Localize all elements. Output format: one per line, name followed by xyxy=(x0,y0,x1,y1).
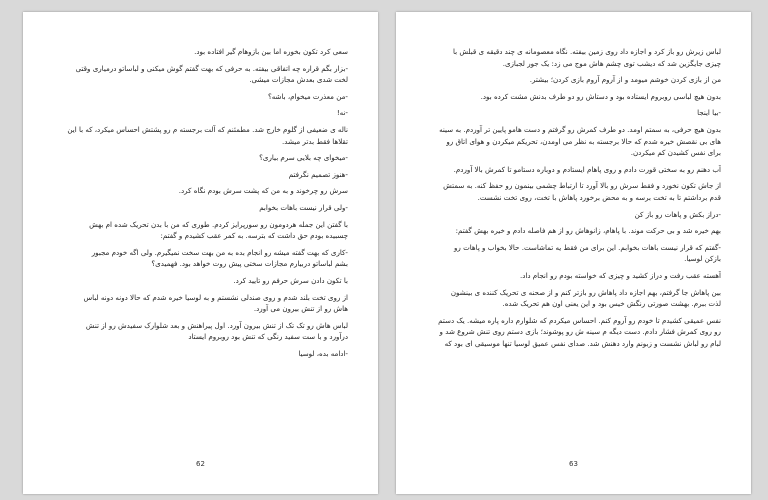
text-line: رو روی کمرش فشار دادم. دست دیگه م سینه ش رو پوشوند؛ بازی دستم روی تنش شروع شد و xyxy=(439,327,721,337)
paragraph xyxy=(424,46,721,69)
paragraph xyxy=(51,124,348,147)
text-line: لباس هاش رو تک تک از تنش بیرون آورد. اول پیراهنش و بعد شلوارک سفیدش رو از تنش xyxy=(85,320,348,330)
text-line: من از بازی کردن خوشم میومد و از آروم آروم بازی کردن؛ بیشتر. xyxy=(529,75,721,85)
paragraph xyxy=(424,225,721,237)
paragraph xyxy=(424,242,721,265)
text-line: آهسته عقب رفت و دراز کشید و چیزی که خواسته بودم رو انجام داد. xyxy=(519,270,721,280)
text-line: بهم خیره شد و بی حرکت موند. با پاهام، زانوهاش رو از هم فاصله دادم و خیره بهش گفتم: xyxy=(455,226,721,236)
page-text xyxy=(51,46,348,359)
text-line: تقلاها فقط بدتر میشد. xyxy=(281,136,348,146)
text-line: با گفتن این جمله هردومون رو سورپرایز کردم. طوری که من با بدن تحریک شده ام بهش xyxy=(89,219,348,229)
text-line: لباس زیرش رو باز کرد و اجازه داد روی زمین بیفته. نگاه معصومانه ی چند دقیقه ی قبلش با xyxy=(452,47,721,56)
text-line: -نه! xyxy=(336,108,348,118)
page-number: 63 xyxy=(569,460,578,468)
document-page-right xyxy=(396,12,751,494)
text-line: بدون هیچ حرفی، به سمتم اومد. دو طرف کمرش رو گرفتم و دست هامو پایین تر آوردم. به سینه xyxy=(439,124,721,134)
text-line: ناله ی ضعیفی از گلوم خارج شد. مطمئنم که آلت برجسته م رو پشتش احساس میکرد، که با این xyxy=(67,124,348,134)
text-line: درآورد و با ست سفید رنگی که تنش بود روبروم ایستاد xyxy=(188,332,348,342)
paragraph xyxy=(51,320,348,343)
text-line: -دراز بکش و پاهات رو باز کن xyxy=(634,209,721,219)
paragraph xyxy=(51,91,348,103)
text-line: لخت شدی بعدش مجازات میشی. xyxy=(249,75,348,85)
text-line: آب دهنم رو به سختی قورت دادم و روی پاهام ایستادم و دوباره دستامو تا کمرش بالا آوردم. xyxy=(453,164,721,174)
paragraph xyxy=(424,91,721,103)
text-line: چسبیده بودم حق داشت که بترسه. به کمر عقب کشیدم و گفتم: xyxy=(160,231,348,241)
text-line: از جاش تکون نخورد و فقط سرش رو بالا آورد تا ارتباط چشمی بینمون رو حفظ کنه. به سمتش xyxy=(443,181,721,191)
paragraph xyxy=(51,275,348,287)
paragraph xyxy=(51,152,348,164)
text-line: سرش رو چرخوند و به من که پشت سرش بودم نگاه کرد. xyxy=(178,186,348,196)
text-line: با تکون دادن سرش حرفم رو تایید کرد. xyxy=(233,275,348,285)
page-text xyxy=(424,46,721,349)
paragraph xyxy=(51,348,348,360)
text-line: لذت ببرم. بهشت صورتی رنگش خیس بود و این یعنی اون هم تحریک شده. xyxy=(502,299,721,309)
text-line: سعی کرد تکون بخوره اما بین بازوهام گیر افتاده بود. xyxy=(194,47,348,56)
paragraph xyxy=(424,180,721,203)
text-line: چیزی جایگزین شد که دیشب توی چشم هاش موج می زد: یک جور لجبازی. xyxy=(502,58,721,68)
text-line: -بیا اینجا xyxy=(697,108,721,118)
document-page-left xyxy=(23,12,378,494)
paragraph xyxy=(424,124,721,159)
text-line: برای نفس کشیدن کم میکردن. xyxy=(630,148,721,158)
paragraph xyxy=(424,270,721,282)
text-line: -من معذرت میخوام، باشه؟ xyxy=(267,91,348,101)
paragraph xyxy=(51,292,348,315)
paragraph xyxy=(424,74,721,86)
text-line: بشم لباساتو دربیارم مجازات سختی پیش روت خواهد بود. فهمیدی؟ xyxy=(151,259,348,269)
paragraph xyxy=(51,219,348,242)
paragraph xyxy=(424,107,721,119)
paragraph xyxy=(51,247,348,270)
text-line: -ولی قرار نیست باهات بخوابم xyxy=(259,202,348,212)
text-line: لبام رو لباش نشست و زبونم وارد دهنش شد. صدای نفس عمیق لوسیا تنها موسیقی ای بود که xyxy=(444,338,721,348)
text-line: -هنوز تصمیم نگرفتم xyxy=(288,169,348,179)
text-line: بین پاهاش جا گرفتم، بهم اجازه داد پاهاش رو بازتر کنم و از صحنه ی تحریک کننده ی بینشون xyxy=(450,287,721,297)
text-line: های بی نقصش خیره شدم که حالا برجسته به نظر می اومدن، تحریکم میکردن و هوای اتاق رو xyxy=(446,136,721,146)
text-line: قدم برداشتم تا به تخت برسه و به محض برخورد پاهاش با تخت، روی تخت نشست. xyxy=(477,192,721,202)
paragraph xyxy=(51,185,348,197)
paragraph xyxy=(51,202,348,214)
text-line: بازکن لوسیا. xyxy=(684,254,721,264)
paragraph xyxy=(424,287,721,310)
paragraph xyxy=(424,209,721,221)
paragraph xyxy=(424,315,721,350)
paragraph xyxy=(51,107,348,119)
page-number: 62 xyxy=(196,460,205,468)
paragraph xyxy=(424,164,721,176)
text-line: -بزار بگم قراره چه اتفاقی بیفته. به حرفی که بهت گفتم گوش میکنی و لباساتو درمیاری وقتی xyxy=(75,63,348,73)
paragraph xyxy=(51,169,348,181)
text-line: -میخوای چه بلایی سرم بیاری؟ xyxy=(259,153,348,163)
paragraph xyxy=(51,46,348,58)
text-line: -گفتم که قرار نیست باهات بخوابم. این برای من فقط یه تماشاست. حالا بخواب و پاهات رو xyxy=(453,242,721,252)
paragraph xyxy=(51,63,348,86)
text-line: -ادامه بده، لوسیا xyxy=(298,348,348,358)
text-line: بدون هیچ لباسی روبروم ایستاده بود و دستاش رو دو طرف بدنش مشت کرده بود. xyxy=(480,91,721,101)
text-line: هاش رو از تنش بیرون می آورد. xyxy=(253,304,348,314)
text-line: -کاری که بهت گفته میشه رو انجام بده به من بهت سخت نمیگیرم. ولی اگه خودم مجبور xyxy=(91,247,348,257)
text-line: از روی تخت بلند شدم و روی صندلی نشستم و به لوسیا خیره شدم که حالا دونه دونه لباس xyxy=(83,292,348,302)
text-line: نفس عمیقی کشیدم تا خودم رو آروم کنم. احساس میکردم که شلوارم داره پاره میشه. یک دستم xyxy=(438,315,721,325)
